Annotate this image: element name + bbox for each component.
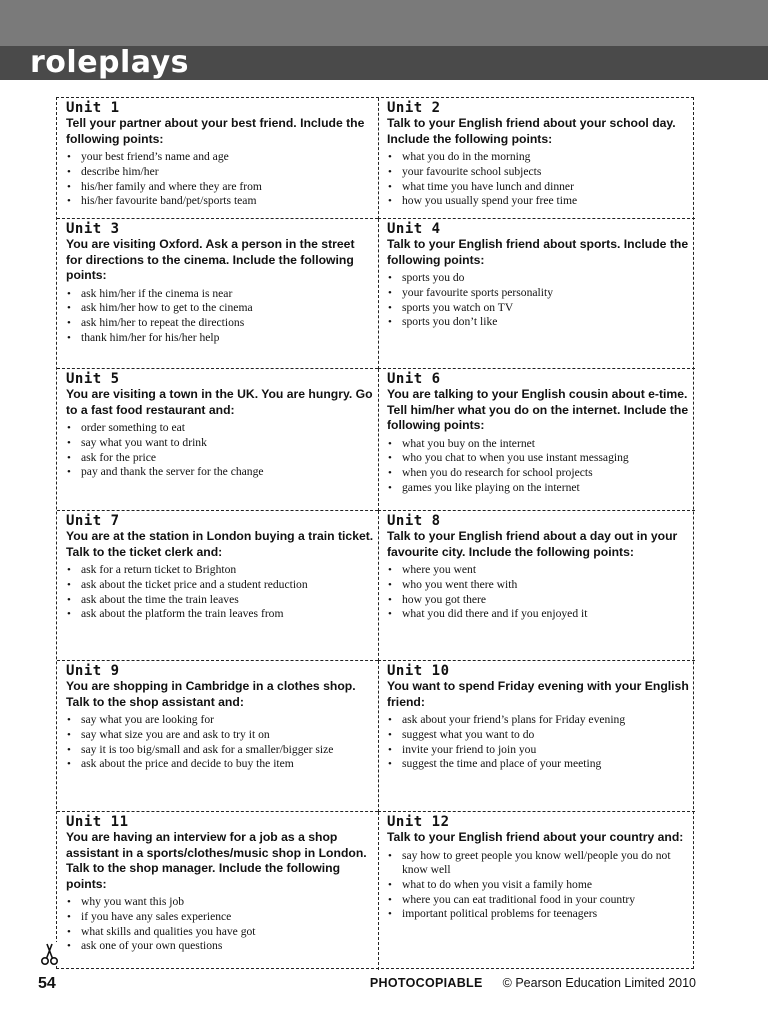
card-unit-3 — [57, 219, 378, 369]
top-band — [0, 0, 768, 46]
unit-label: Unit 4 — [387, 221, 441, 237]
point-item: • sports you do — [387, 271, 691, 286]
point-item: • what to do when you visit a family home — [387, 878, 691, 893]
point-item: • ask him/her if the cinema is near — [66, 287, 374, 302]
point-item: • ask about the price and decide to buy the item — [66, 757, 374, 772]
point-item: • how you usually spend your free time — [387, 194, 691, 209]
unit-prompt: You are having an interview for a job as a shop assistant in a sports/clothes/music shop in London. Talk to the shop manager. Include the following points: — [66, 830, 367, 891]
points-list — [66, 150, 374, 209]
point-item: • important political problems for teenagers — [387, 907, 691, 922]
card-unit-2 — [378, 98, 695, 219]
point-item: • ask for the price — [66, 451, 374, 466]
point-item: • thank him/her for his/her help — [66, 331, 374, 346]
point-item: • who you chat to when you use instant messaging — [387, 451, 691, 466]
card-unit-5 — [57, 369, 378, 511]
points-list — [66, 287, 374, 346]
unit-label: Unit 11 — [66, 814, 129, 830]
page-title: roleplays — [30, 45, 190, 80]
point-item: • his/her favourite band/pet/sports team — [66, 194, 374, 209]
point-item: • where you can eat traditional food in your country — [387, 893, 691, 908]
point-item: • ask him/her how to get to the cinema — [66, 301, 374, 316]
unit-prompt: Tell your partner about your best friend. Include the following points: — [66, 116, 365, 146]
card-unit-4 — [378, 219, 695, 369]
unit-prompt: You are shopping in Cambridge in a clothes shop. Talk to the shop assistant and: — [66, 679, 356, 709]
points-list — [387, 437, 691, 496]
point-item: • ask for a return ticket to Brighton — [66, 563, 374, 578]
point-item: • if you have any sales experience — [66, 910, 374, 925]
point-item: • what time you have lunch and dinner — [387, 180, 691, 195]
point-item: • how you got there — [387, 593, 691, 608]
point-item: • what you buy on the internet — [387, 437, 691, 452]
card-unit-9 — [57, 661, 378, 812]
point-item: • what skills and qualities you have got — [66, 925, 374, 940]
point-item: • order something to eat — [66, 421, 374, 436]
photocopiable-label: PHOTOCOPIABLE — [369, 976, 483, 990]
point-item: • when you do research for school projects — [387, 466, 691, 481]
section-header — [0, 46, 768, 80]
point-item: • ask about your friend’s plans for Friday evening — [387, 713, 691, 728]
point-item: • ask about the time the train leaves — [66, 593, 374, 608]
point-item: • invite your friend to join you — [387, 743, 691, 758]
unit-label: Unit 3 — [66, 221, 120, 237]
card-unit-12 — [378, 812, 695, 970]
point-item: • where you went — [387, 563, 691, 578]
point-item: • suggest what you want to do — [387, 728, 691, 743]
point-item: • say it is too big/small and ask for a smaller/bigger size — [66, 743, 374, 758]
unit-label: Unit 12 — [387, 814, 450, 830]
unit-prompt: You are at the station in London buying a train ticket. Talk to the ticket clerk and: — [66, 529, 374, 559]
unit-label: Unit 2 — [387, 100, 441, 116]
point-item: • say what you are looking for — [66, 713, 374, 728]
card-unit-11 — [57, 812, 378, 970]
points-list — [66, 421, 374, 480]
points-list — [66, 713, 374, 772]
point-item: • who you went there with — [387, 578, 691, 593]
card-unit-10 — [378, 661, 695, 812]
scissors-icon — [40, 942, 60, 966]
card-unit-8 — [378, 511, 695, 661]
unit-label: Unit 1 — [66, 100, 120, 116]
unit-prompt: Talk to your English friend about sports. Include the following points: — [387, 237, 689, 267]
points-list — [387, 849, 691, 923]
card-unit-6 — [378, 369, 695, 511]
point-item: • say how to greet people you know well/people you do not know well — [387, 849, 691, 878]
points-list — [387, 713, 691, 772]
unit-label: Unit 7 — [66, 513, 120, 529]
points-list — [387, 271, 691, 330]
unit-prompt: You are visiting Oxford. Ask a person in the street for directions to the cinema. Include the following points: — [66, 237, 355, 283]
unit-label: Unit 6 — [387, 371, 441, 387]
unit-prompt: You are talking to your English cousin about e-time. Tell him/her what you do on the internet. Include the following points: — [387, 387, 689, 433]
point-item: • why you want this job — [66, 895, 374, 910]
point-item: • games you like playing on the internet — [387, 481, 691, 496]
unit-prompt: Talk to your English friend about a day out in your favourite city. Include the following points: — [387, 529, 678, 559]
point-item: • suggest the time and place of your meeting — [387, 757, 691, 772]
point-item: • say what size you are and ask to try it on — [66, 728, 374, 743]
roleplay-cards — [56, 97, 694, 969]
unit-label: Unit 8 — [387, 513, 441, 529]
point-item: • pay and thank the server for the change — [66, 465, 374, 480]
points-list — [387, 150, 691, 209]
point-item: • his/her family and where they are from — [66, 180, 374, 195]
point-item: • sports you watch on TV — [387, 301, 691, 316]
card-unit-1 — [57, 98, 378, 219]
copyright-notice: © Pearson Education Limited 2010 — [502, 976, 696, 990]
footer-credits — [370, 976, 696, 990]
points-list — [66, 563, 374, 622]
point-item: • what you did there and if you enjoyed it — [387, 607, 691, 622]
points-list — [66, 895, 374, 954]
point-item: • ask one of your own questions — [66, 939, 374, 954]
page-number: 54 — [38, 975, 56, 992]
point-item: • say what you want to drink — [66, 436, 374, 451]
unit-label: Unit 10 — [387, 663, 450, 679]
point-item: • ask about the ticket price and a student reduction — [66, 578, 374, 593]
point-item: • ask about the platform the train leaves from — [66, 607, 374, 622]
point-item: • ask him/her to repeat the directions — [66, 316, 374, 331]
unit-label: Unit 5 — [66, 371, 120, 387]
card-unit-7 — [57, 511, 378, 661]
unit-prompt: Talk to your English friend about your school day. Include the following points: — [387, 116, 676, 146]
points-list — [387, 563, 691, 622]
point-item: • describe him/her — [66, 165, 374, 180]
unit-label: Unit 9 — [66, 663, 120, 679]
point-item: • what you do in the morning — [387, 150, 691, 165]
point-item: • your favourite school subjects — [387, 165, 691, 180]
unit-prompt: You want to spend Friday evening with your English friend: — [387, 679, 689, 709]
point-item: • your best friend’s name and age — [66, 150, 374, 165]
unit-prompt: You are visiting a town in the UK. You are hungry. Go to a fast food restaurant and: — [66, 387, 373, 417]
unit-prompt: Talk to your English friend about your country and: — [387, 830, 684, 844]
point-item: • sports you don’t like — [387, 315, 691, 330]
point-item: • your favourite sports personality — [387, 286, 691, 301]
